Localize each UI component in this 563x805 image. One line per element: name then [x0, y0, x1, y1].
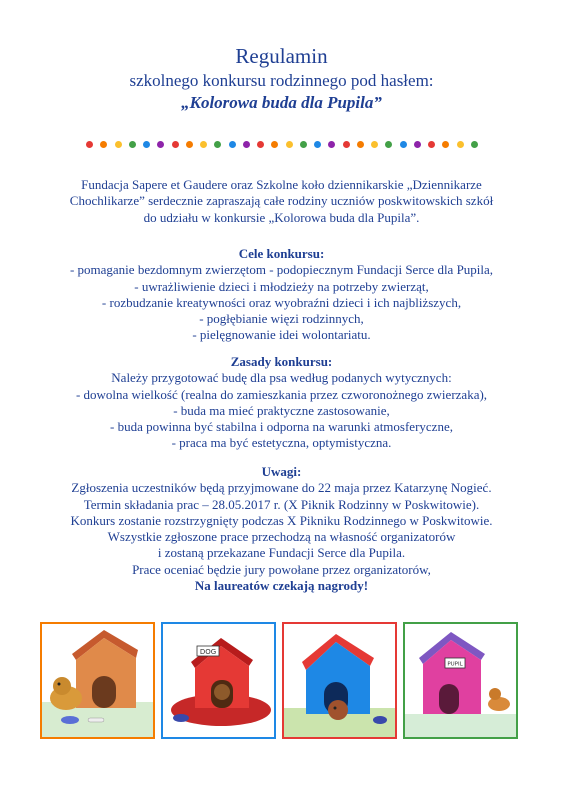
divider-dot [400, 141, 407, 148]
divider-dot [300, 141, 307, 148]
notes-heading: Uwagi: [261, 464, 302, 479]
divider-dot [157, 141, 164, 148]
doghouse-sign-text: PUPIL [447, 661, 463, 668]
divider-dot [457, 141, 464, 148]
goal-item: - uwrażliwienie dzieci i młodzieży na potrzeby zwierząt, [134, 278, 429, 294]
divider-dot [414, 141, 421, 148]
divider-dot [100, 141, 107, 148]
note-item: Konkurs zostanie rozstrzygnięty podczas X Pikniku Rodzinnego w Poskwitowie. [70, 512, 493, 528]
prize-announcement: Na laureatów czekają nagrody! [194, 578, 369, 594]
intro-paragraph [0, 177, 563, 226]
divider-dot [357, 141, 364, 148]
goal-item: - pogłębianie więzi rodzinnych, [199, 311, 364, 327]
rule-item: - dowolna wielkość (realna do zamieszkania przez czworonożnego zwierzaka), [75, 386, 488, 402]
divider-dot [385, 141, 392, 148]
drawings-row [40, 622, 520, 742]
goals-section [0, 246, 563, 344]
note-item: Zgłoszenia uczestników będą przyjmowane do 22 maja przez Katarzynę Nogieć. [71, 480, 492, 496]
doghouse-pink-drawing [405, 624, 516, 737]
contest-name: „Kolorowa buda dla Pupila” [181, 93, 382, 112]
goal-item: - rozbudzanie kreatywności oraz wyobraźni dzieci i ich najbliższych, [101, 294, 462, 310]
rules-heading: Zasady konkursu: [230, 354, 333, 369]
intro-line: do udziału w konkursie „Kolorowa buda dla Pupila”. [143, 209, 420, 225]
divider-dot [186, 141, 193, 148]
divider-dot [214, 141, 221, 148]
divider-dot [428, 141, 435, 148]
intro-line: Chochlikarze” serdecznie zapraszają całe rodziny uczniów poskwitowskich szkół [69, 193, 494, 209]
rule-item: Należy przygotować budę dla psa według podanych wytycznych: [111, 370, 452, 386]
rule-item: - buda powinna być stabilna i odporna na warunki atmosferyczne, [110, 419, 453, 435]
note-item: i zostaną przekazane Fundacji Serce dla Pupila. [157, 545, 406, 561]
goal-item: - pielęgnowanie idei wolontariatu. [192, 327, 371, 343]
drawing-orange-doghouse [40, 622, 155, 739]
rule-item: - praca ma być estetyczna, optymistyczna. [171, 435, 392, 451]
divider-dot [442, 141, 449, 148]
divider-dot [328, 141, 335, 148]
drawing-blue-doghouse [282, 622, 397, 739]
divider-dot [343, 141, 350, 148]
divider-dot [229, 141, 236, 148]
drawing-pink-doghouse [403, 622, 518, 739]
goal-item: - pomaganie bezdomnym zwierzętom - podopiecznym Fundacji Serce dla Pupila, [69, 262, 494, 278]
divider-dot [129, 141, 136, 148]
divider-dot [200, 141, 207, 148]
goals-heading: Cele konkursu: [238, 246, 325, 261]
divider-dot [243, 141, 250, 148]
doghouse-dog-drawing [42, 624, 153, 737]
divider-dot [314, 141, 321, 148]
note-item: Termin składania prac – 28.05.2017 r. (X Piknik Rodzinny w Poskwitowie). [83, 496, 480, 512]
note-item: Prace oceniać będzie jury powołane przez organizatorów, [132, 561, 431, 577]
rules-section [0, 354, 563, 452]
divider-dot [286, 141, 293, 148]
divider-dot [143, 141, 150, 148]
colored-dots-divider [86, 141, 478, 151]
divider-dot [271, 141, 278, 148]
intro-line: Fundacja Sapere et Gaudere oraz Szkolne koło dziennikarskie „Dziennikarze [81, 177, 482, 192]
divider-dot [86, 141, 93, 148]
divider-dot [115, 141, 122, 148]
notes-section [0, 464, 563, 594]
page-subtitle: szkolnego konkursu rodzinnego pod hasłem: [129, 71, 434, 90]
doghouse-blue-drawing [284, 624, 395, 737]
divider-dot [371, 141, 378, 148]
doghouse-sign-text: DOG [199, 648, 217, 656]
doghouse-dog-sign-drawing [163, 624, 274, 737]
page-title: Regulamin [235, 44, 328, 68]
note-item: Wszystkie zgłoszone prace przechodzą na własność organizatorów [107, 529, 456, 545]
divider-dot [172, 141, 179, 148]
divider-dot [257, 141, 264, 148]
divider-dot [471, 141, 478, 148]
drawing-red-doghouse [161, 622, 276, 739]
rule-item: - buda ma mieć praktyczne zastosowanie, [173, 402, 390, 418]
